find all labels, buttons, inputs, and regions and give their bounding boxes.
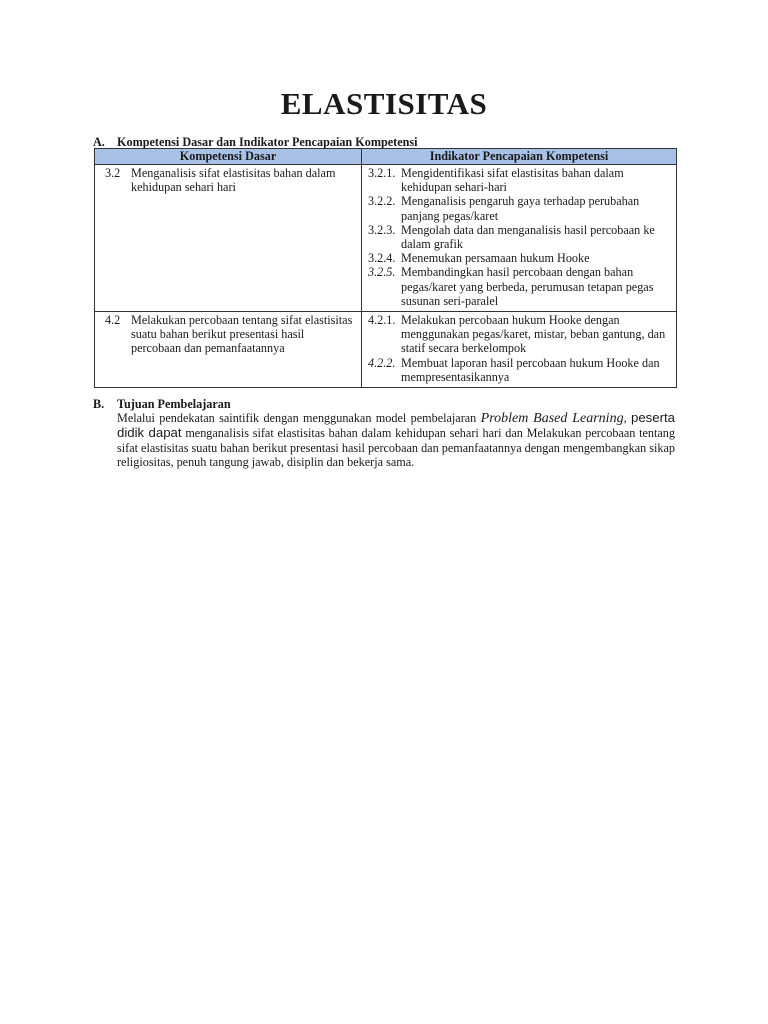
indicator-text: Membuat laporan hasil percobaan hukum Hooke dan mempresentasikannya bbox=[401, 355, 660, 384]
indicator-text: Menganalisis pengaruh gaya terhadap perubahan panjang pegas/karet bbox=[401, 194, 640, 223]
section-b-heading bbox=[93, 397, 231, 412]
indicator-text: Mengidentifikasi sifat elastisitas bahan dalam kehidupan sehari-hari bbox=[401, 166, 624, 195]
list-item bbox=[368, 223, 670, 251]
list-item bbox=[368, 265, 670, 308]
kd-text: Menganalisis sifat elastisitas bahan dalam kehidupan sehari hari bbox=[131, 166, 336, 195]
indicator-code: 4.2.1. bbox=[368, 313, 396, 328]
indicator-text: Melakukan percobaan hukum Hooke dengan menggunakan pegas/karet, mistar, beban gantung, dan statif secara berkelompok bbox=[401, 313, 666, 356]
paragraph-end: menganalisis sifat elastisitas bahan dalam kehidupan sehari hari dan Melakukan percobaan tentang sifat elastisitas suatu bahan berikut presentasi hasil percobaan dan pemanfaatannya dengan mengembangkan sikap religiositas, penuh tangung jawab, disiplin dan bekerja sama. bbox=[117, 426, 675, 470]
indicator-code: 3.2.1. bbox=[368, 166, 396, 180]
table-header-row bbox=[95, 149, 677, 165]
list-item bbox=[368, 313, 670, 356]
indicator-code: 3.2.4. bbox=[368, 251, 396, 266]
competency-table bbox=[94, 148, 677, 388]
table-row bbox=[95, 312, 677, 388]
list-item bbox=[368, 356, 670, 384]
indicator-code: 3.2.2. bbox=[368, 194, 396, 209]
indicator-code: 3.2.3. bbox=[368, 222, 396, 237]
kd-text: Melakukan percobaan tentang sifat elastisitas suatu bahan berikut presentasi hasil percobaan dan pemanfaatannya bbox=[131, 313, 353, 356]
header-kompetensi-dasar: Kompetensi Dasar bbox=[95, 149, 362, 165]
learning-objective-paragraph bbox=[117, 411, 675, 470]
list-item bbox=[368, 166, 670, 194]
section-b-title: Tujuan Pembelajaran bbox=[117, 397, 231, 411]
indicator-text: Membandingkan hasil percobaan dengan bahan pegas/karet yang berbeda, perumusan tetapan pegas susunan seri-paralel bbox=[401, 265, 654, 308]
list-item bbox=[368, 194, 670, 222]
list-item bbox=[368, 251, 670, 265]
indicator-code: 3.2.5. bbox=[368, 265, 396, 280]
header-indikator: Indikator Pencapaian Kompetensi bbox=[362, 149, 677, 165]
kd-cell bbox=[95, 165, 362, 312]
model-name: Problem Based Learning bbox=[480, 411, 624, 426]
section-a-title: Kompetensi Dasar dan Indikator Pencapaian Kompetensi bbox=[117, 135, 418, 149]
paragraph-start: Melalui pendekatan saintifik dengan menggunakan model pembelajaran bbox=[117, 411, 481, 425]
table-row bbox=[95, 165, 677, 312]
kd-code: 4.2 bbox=[105, 313, 121, 328]
page-title: ELASTISITAS bbox=[280, 86, 488, 121]
paragraph-subject: peserta didik dapat bbox=[117, 410, 676, 441]
kd-cell bbox=[95, 312, 362, 388]
indicator-text: Menemukan persamaan hukum Hooke bbox=[401, 251, 590, 266]
indicator-cell bbox=[362, 312, 677, 388]
indicator-cell bbox=[362, 165, 677, 312]
indicator-text: Mengolah data dan menganalisis hasil percobaan ke dalam grafik bbox=[401, 222, 655, 252]
section-a-letter: A. bbox=[93, 135, 105, 149]
kd-code: 3.2 bbox=[105, 166, 121, 180]
indicator-code: 4.2.2. bbox=[368, 355, 396, 370]
paragraph-comma: , bbox=[623, 411, 632, 425]
section-b-letter: B. bbox=[93, 397, 105, 411]
